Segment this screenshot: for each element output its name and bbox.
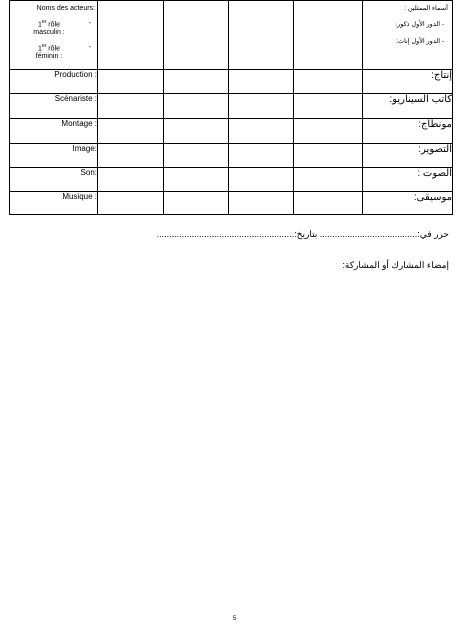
female-role-fr-label: 1er rôle féminin : xyxy=(35,43,63,61)
female-role-ar-label: - الدور الأول إناث: xyxy=(396,38,444,45)
editing-cell-3[interactable] xyxy=(229,119,294,144)
image-row xyxy=(10,144,453,168)
sound-row xyxy=(10,168,453,192)
actors-cell-4[interactable] xyxy=(294,1,363,70)
production-cell-1[interactable] xyxy=(98,70,164,94)
male-dash: - xyxy=(88,20,91,27)
image-cell-2[interactable] xyxy=(164,144,229,168)
editing-cell-2[interactable] xyxy=(164,119,229,144)
sound-cell-2[interactable] xyxy=(164,168,229,192)
actors-cell-1[interactable] xyxy=(98,1,164,70)
screenwriter-cell-3[interactable] xyxy=(229,94,294,119)
editing-fr-label: Montage : xyxy=(10,119,98,144)
screenwriter-row xyxy=(10,94,453,119)
production-cell-4[interactable] xyxy=(294,70,363,94)
sound-cell-1[interactable] xyxy=(98,168,164,192)
production-cell-3[interactable] xyxy=(229,70,294,94)
actors-cell-3[interactable] xyxy=(229,1,294,70)
image-cell-1[interactable] xyxy=(98,144,164,168)
music-ar-label: موسيقى: xyxy=(363,192,453,215)
page-number: 5 xyxy=(232,616,237,622)
screenwriter-fr-label: Scénariste : xyxy=(10,94,98,119)
music-fr-label: Musique : xyxy=(10,192,98,215)
editing-cell-4[interactable] xyxy=(294,119,363,144)
music-cell-1[interactable] xyxy=(98,192,164,215)
actors-fr-cell xyxy=(10,1,98,70)
screenwriter-cell-1[interactable] xyxy=(98,94,164,119)
music-cell-4[interactable] xyxy=(294,192,363,215)
production-cell-2[interactable] xyxy=(164,70,229,94)
production-ar-label: إنتاج: xyxy=(363,70,453,94)
screenwriter-cell-4[interactable] xyxy=(294,94,363,119)
editing-cell-1[interactable] xyxy=(98,119,164,144)
sound-ar-label: الصوت : xyxy=(363,168,453,192)
male-role-fr-label: 1er rôle masculin : xyxy=(33,19,65,37)
image-cell-4[interactable] xyxy=(294,144,363,168)
editing-row xyxy=(10,119,453,144)
music-cell-3[interactable] xyxy=(229,192,294,215)
production-row xyxy=(10,70,453,94)
editing-ar-label: مونطاج: xyxy=(363,119,453,144)
actors-cell-2[interactable] xyxy=(164,1,229,70)
written-at-date-line[interactable]: حرر في:....................................... بتاريخ:....................................................... xyxy=(156,229,449,239)
sound-cell-3[interactable] xyxy=(229,168,294,192)
music-cell-2[interactable] xyxy=(164,192,229,215)
actors-fr-title: Noms des acteurs: xyxy=(36,5,95,12)
music-row xyxy=(10,192,453,215)
image-fr-label: Image: xyxy=(10,144,98,168)
female-dash: - xyxy=(88,44,91,51)
image-ar-label: التصوير: xyxy=(363,144,453,168)
credits-form-table xyxy=(9,0,453,215)
sound-cell-4[interactable] xyxy=(294,168,363,192)
actors-ar-cell xyxy=(363,1,453,70)
production-fr-label: Production : xyxy=(10,70,98,94)
image-cell-3[interactable] xyxy=(229,144,294,168)
screenwriter-ar-label: كاتب السيناريو: xyxy=(363,94,453,119)
signature-label: إمضاء المشارك أو المشاركة: xyxy=(342,260,449,270)
screenwriter-cell-2[interactable] xyxy=(164,94,229,119)
actors-row xyxy=(10,1,453,70)
sound-fr-label: Son: xyxy=(10,168,98,192)
actors-ar-title: أسماء الممثلين : xyxy=(404,5,448,12)
male-role-ar-label: - الدور الأول ذكور: xyxy=(395,21,444,28)
